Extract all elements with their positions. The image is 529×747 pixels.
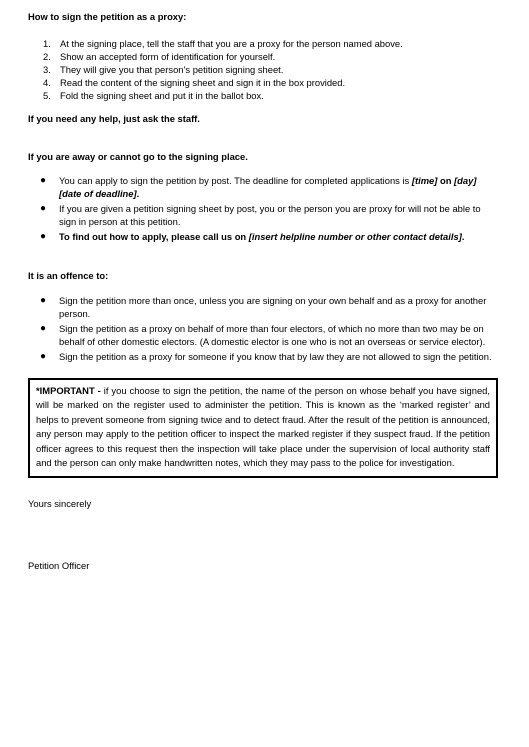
bullet-icon: ●: [40, 203, 47, 214]
list-item: [28, 202, 498, 228]
offence-bullets: [28, 294, 498, 363]
bullet-icon: ●: [40, 351, 47, 362]
bullet-text: Sign the petition as a proxy for someone if you know that by law they are not allowed to sign the petition.: [59, 351, 492, 362]
bullet-icon: ●: [40, 295, 47, 306]
bullet-text: Sign the petition as a proxy on behalf of more than four electors, of which no more than two may be on behalf of other domestic electors. (A domestic elector is one who is not an overseas or service elector).: [59, 323, 486, 347]
bullet-text: Sign the petition more than once, unless you are signing on your own behalf and as a proxy for another person.: [59, 295, 487, 319]
list-item: [28, 294, 498, 320]
step-text: Show an accepted form of identification for yourself.: [60, 51, 276, 62]
important-text: if you choose to sign the petition, the name of the person on whose behalf you have signed, will be marked on the register used to administer the petition. This is known as the ‘marked register’ and helps to prevent someone from signing twice and to detect fraud. After the result of the petition is announced, any person may apply to the petition officer to inspect the marked register if they suspect fraud. If the petition officer agrees to this request then the inspection will take place under the supervision of local authority staff and the person can only make handwritten notes, which they may pass to the police for investigation.: [36, 385, 490, 469]
step-text: At the signing place, tell the staff that you are a proxy for the person named above.: [60, 38, 403, 49]
bullet-text: If you are given a petition signing sheet by post, you or the person you are proxy for will not be able to sign in person at this petition.: [59, 203, 481, 227]
proxy-steps-list: [28, 37, 498, 102]
step-number: 4.: [43, 77, 51, 88]
list-item: [28, 50, 498, 63]
step-text: They will give you that person’s petition signing sheet.: [60, 64, 284, 75]
list-item: [28, 322, 498, 348]
list-item: [28, 37, 498, 50]
help-note: If you need any help, just ask the staff.: [28, 113, 200, 124]
list-item: [28, 89, 498, 102]
period-text: .: [461, 231, 465, 242]
important-lead: *IMPORTANT -: [36, 385, 104, 396]
away-bullets: [28, 174, 498, 243]
bullet-text: To find out how to apply, please call us on: [59, 231, 249, 242]
step-text: Fold the signing sheet and put it in the ballot box.: [60, 90, 264, 101]
list-item: [28, 63, 498, 76]
day-placeholder: [day]: [454, 175, 477, 186]
salutation: Yours sincerely: [28, 498, 92, 510]
step-text: Read the content of the signing sheet and sign it in the box provided.: [60, 77, 346, 88]
time-placeholder: [time]: [411, 175, 438, 186]
deadline-placeholder: [date of deadline]: [59, 188, 137, 199]
signatory: Petition Officer: [28, 560, 90, 572]
bullet-icon: ●: [40, 323, 47, 334]
step-number: 5.: [43, 90, 51, 101]
list-item: [28, 350, 498, 363]
bullet-icon: ●: [40, 231, 47, 242]
bullet-icon: ●: [40, 175, 47, 186]
important-notice-box: [28, 378, 498, 478]
bullet-text: You can apply to sign the petition by post. The deadline for completed applications is: [59, 175, 412, 186]
document-page: [28, 10, 498, 572]
step-number: 2.: [43, 51, 51, 62]
list-item: [28, 230, 498, 243]
offence-heading: It is an offence to:: [28, 270, 109, 281]
period-text: .: [136, 188, 140, 199]
proxy-heading: How to sign the petition as a proxy:: [28, 11, 187, 22]
list-item: [28, 76, 498, 89]
step-number: 1.: [43, 38, 51, 49]
list-item: [28, 174, 498, 200]
away-heading: If you are away or cannot go to the signing place.: [28, 151, 248, 162]
on-word: on: [437, 175, 455, 186]
step-number: 3.: [43, 64, 51, 75]
contact-placeholder: [insert helpline number or other contact details]: [248, 231, 462, 242]
